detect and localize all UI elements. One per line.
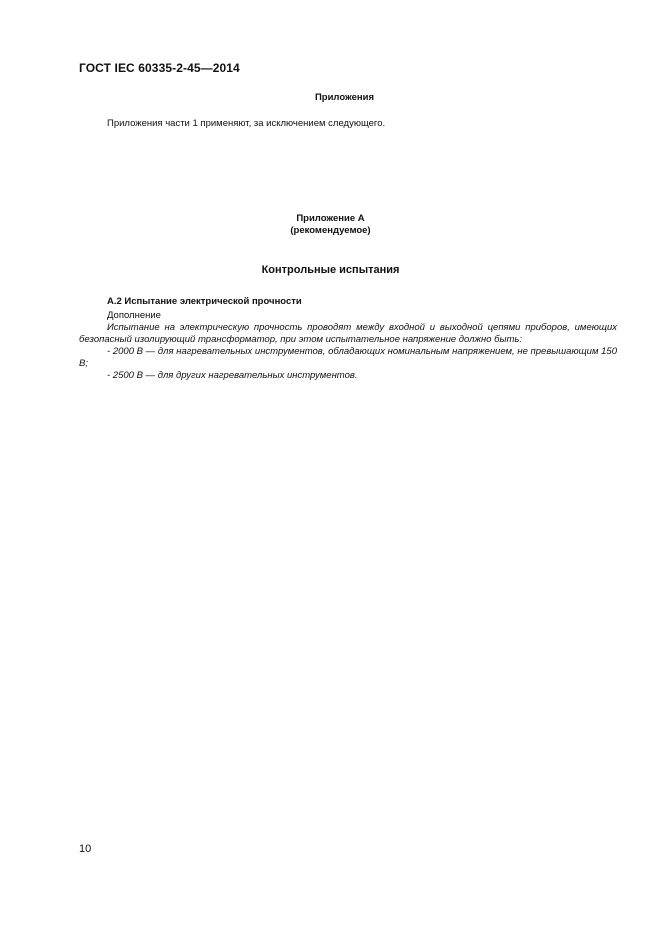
section-title: Контрольные испытания — [261, 264, 400, 276]
clause-body — [79, 310, 617, 382]
appendices-intro-text: Приложения части 1 применяют, за исключением следующего. — [107, 118, 386, 129]
list-item: - 2000 В — для нагревательных инструментов, обладающих номинальным напряжением, не превышающим 150 В; — [79, 346, 617, 369]
document-code: ГОСТ IEC 60335-2-45—2014 — [79, 61, 240, 75]
appendices-heading: Приложения — [314, 92, 375, 103]
annex-title: Приложение А — [296, 213, 365, 224]
list-item: - 2500 В — для других нагревательных инструментов. — [107, 370, 358, 381]
clause-heading: А.2 Испытание электрической прочности — [107, 296, 302, 307]
addition-label: Дополнение — [107, 310, 161, 321]
clause-paragraph: Испытание на электрическую прочность проводят между входной и выходной цепями приборов, имеющих безопасный изолирующий трансформатор, при этом испытательное напряжение должно быть: — [79, 322, 617, 345]
page-number: 10 — [79, 843, 92, 855]
annex-status: (рекомендуемое) — [290, 225, 371, 236]
annex-title-block — [0, 213, 661, 237]
